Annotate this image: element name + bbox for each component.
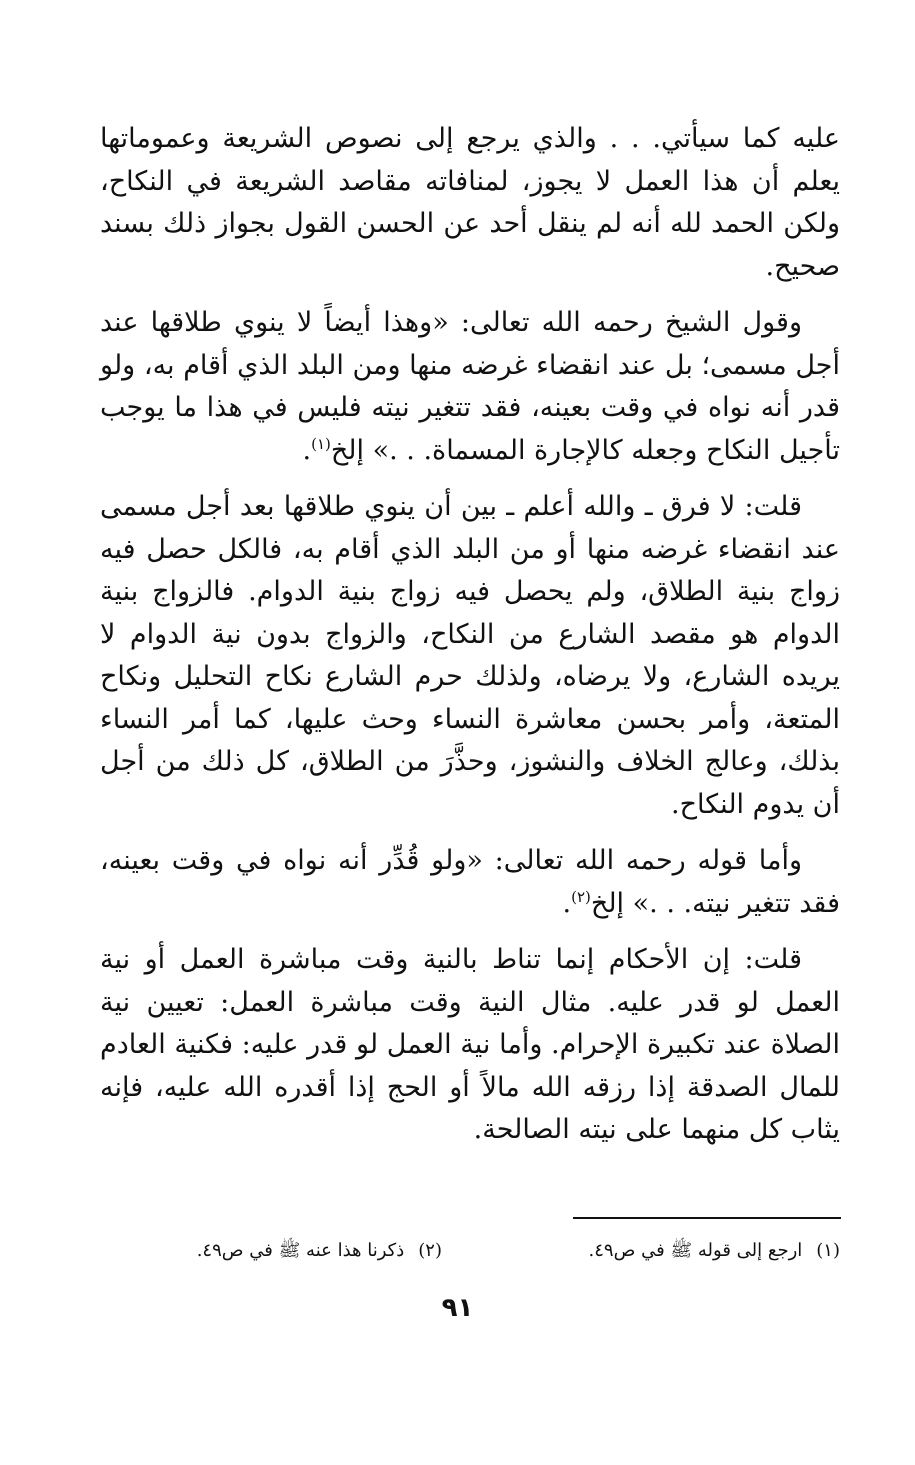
paragraph-1-text: عليه كما سيأتي. . . والذي يرجع إلى نصوص الشريعة وعموماتها يعلم أن هذا العمل لا يجوز، لمنافاته مقاصد الشريعة في النكاح، ولكن الحمد لله أنه لم ينقل أحد عن الحسن القول بجواز ذلك بسند صحيح. xyxy=(100,123,840,282)
paragraph-2 xyxy=(100,302,840,472)
footnote-1-number: (١) xyxy=(816,1240,840,1261)
page-number: ٩١ xyxy=(441,1293,474,1323)
footnote-1 xyxy=(589,1237,840,1265)
footnote-2-text: ذكرنا هذا عنه ﷺ في ص٤٩. xyxy=(196,1240,405,1261)
paragraph-3 xyxy=(100,486,840,826)
footnotes xyxy=(100,1237,840,1267)
paragraph-2-period: . xyxy=(302,434,312,466)
paragraph-4 xyxy=(100,840,840,925)
paragraph-3-text: قلت: لا فرق ـ والله أعلم ـ بين أن ينوي طلاقها بعد أجل مسمى عند انقضاء غرضه منها أو من البلد الذي أقام به، فالكل حصل فيه زواج بنية الطلاق، ولم يحصل فيه زواج بنية الدوام. فالزواج بنية الدوام هو مقصد الشارع من النكاح، والزواج بدون نية الدوام لا يريده الشارع، ولا يرضاه، ولذلك حرم الشارع نكاح التحليل ونكاح المتعة، وأمر بحسن معاشرة النساء وحث عليها، كما أمر النساء بذلك، وعالج الخلاف والنشوز، وحذَّرَ من الطلاق، كل ذلك من أجل أن يدوم النكاح. xyxy=(100,491,840,820)
paragraph-2-text: وقول الشيخ رحمه الله تعالى: «وهذا أيضاً لا ينوي طلاقها عند أجل مسمى؛ بل عند انقضاء غرضه منها ومن البلد الذي أقام به، ولو قدر أنه نواه في وقت بعينه، فقد تتغير نيته فليس في هذا ما يوجب تأجيل النكاح وجعله كالإجارة المسماة. . .» إلخ xyxy=(100,307,840,466)
main-text xyxy=(100,118,840,1166)
footnote-ref-2[interactable]: (٢) xyxy=(571,887,591,906)
footnote-2 xyxy=(197,1237,442,1265)
paragraph-4-period: . xyxy=(562,887,572,919)
paragraph-1 xyxy=(100,118,840,288)
footnote-ref-1[interactable]: (١) xyxy=(311,434,331,453)
footnote-1-text: ارجع إلى قوله ﷺ في ص٤٩. xyxy=(588,1240,803,1261)
paragraph-5-text: قلت: إن الأحكام إنما تناط بالنية وقت مباشرة العمل أو نية العمل لو قدر عليه. مثال النية وقت مباشرة العمل: تعيين نية الصلاة عند تكبيرة الإحرام. وأما نية العمل لو قدر عليه: فكنية العادم للمال الصدقة إذا رزقه الله مالاً أو الحج إذا أقدره الله عليه، فإنه يثاب كل منهما على نيته الصالحة. xyxy=(100,944,840,1145)
footnote-divider xyxy=(573,1217,841,1219)
footnote-2-number: (٢) xyxy=(418,1240,442,1261)
paragraph-4-text: وأما قوله رحمه الله تعالى: «ولو قُدِّر أنه نواه في وقت بعينه، فقد تتغير نيته. . .» إلخ xyxy=(100,845,840,919)
paragraph-5 xyxy=(100,939,840,1152)
